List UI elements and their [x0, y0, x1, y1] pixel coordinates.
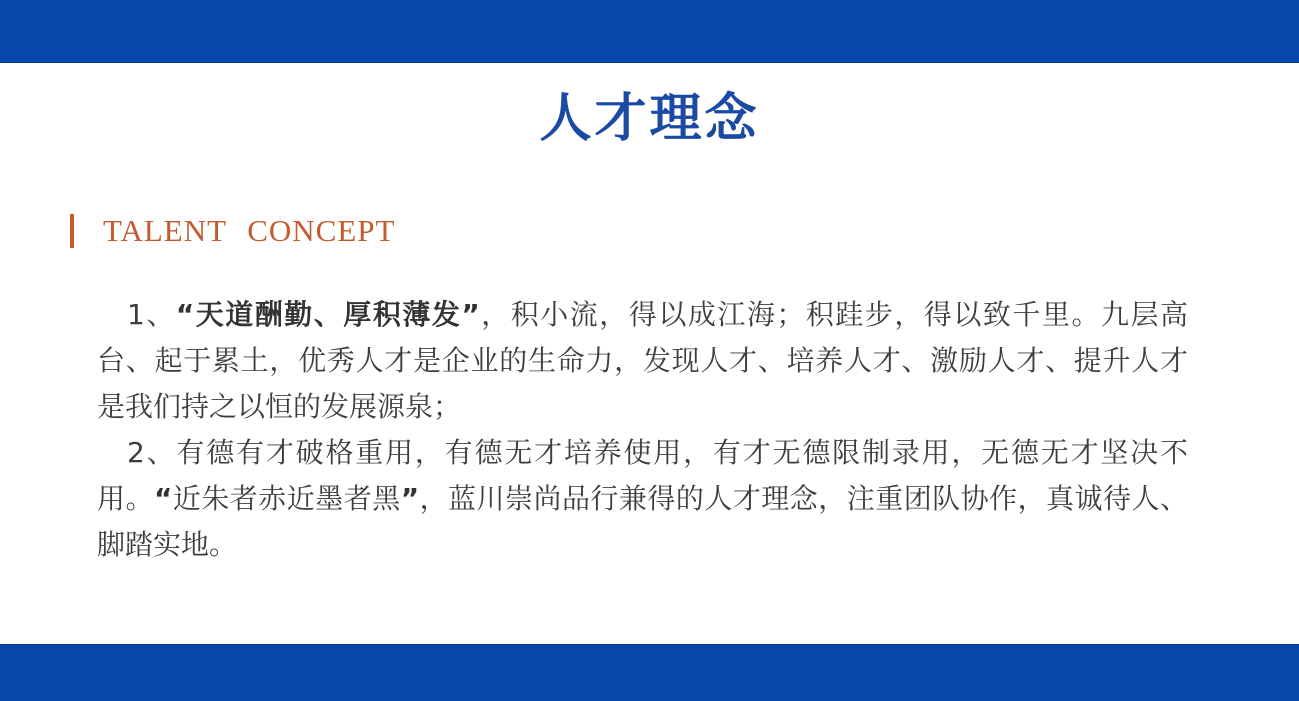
subtitle-block — [70, 214, 395, 248]
header-bar — [0, 0, 1299, 63]
subtitle-label: TALENT CONCEPT — [103, 213, 396, 248]
body-segment: ，蓝川崇尚品行兼得的人才理念，注重团队协作，真诚待人、脚踏实地。 — [97, 482, 1188, 561]
slide-title: 人才理念 — [539, 89, 760, 149]
body-segment: 2、有德有才破格重用，有德无才培养使用，有才无德限制录用，无德无才坚决不用。 — [97, 436, 1188, 515]
footer-bar — [0, 644, 1299, 701]
body-segment-bold: ” — [400, 482, 420, 515]
body-segment-bold: “天道酬勤、厚积薄发” — [175, 298, 480, 331]
body-paragraph — [97, 430, 1188, 568]
body-segment: ，积小流，得以成江海；积跬步，得以致千里。九层高台、起于累土，优秀人才是企业的生命力，发现人才、培养人才、激励人才、提升人才是我们持之以恒的发展源泉； — [97, 298, 1188, 423]
body-segment: 1、 — [127, 298, 176, 331]
body-segment-bold: “ — [153, 482, 173, 515]
body-text — [97, 292, 1188, 568]
body-paragraph — [97, 292, 1188, 430]
accent-bar — [70, 214, 74, 248]
body-segment: 近朱者赤近墨者黑 — [172, 482, 401, 515]
